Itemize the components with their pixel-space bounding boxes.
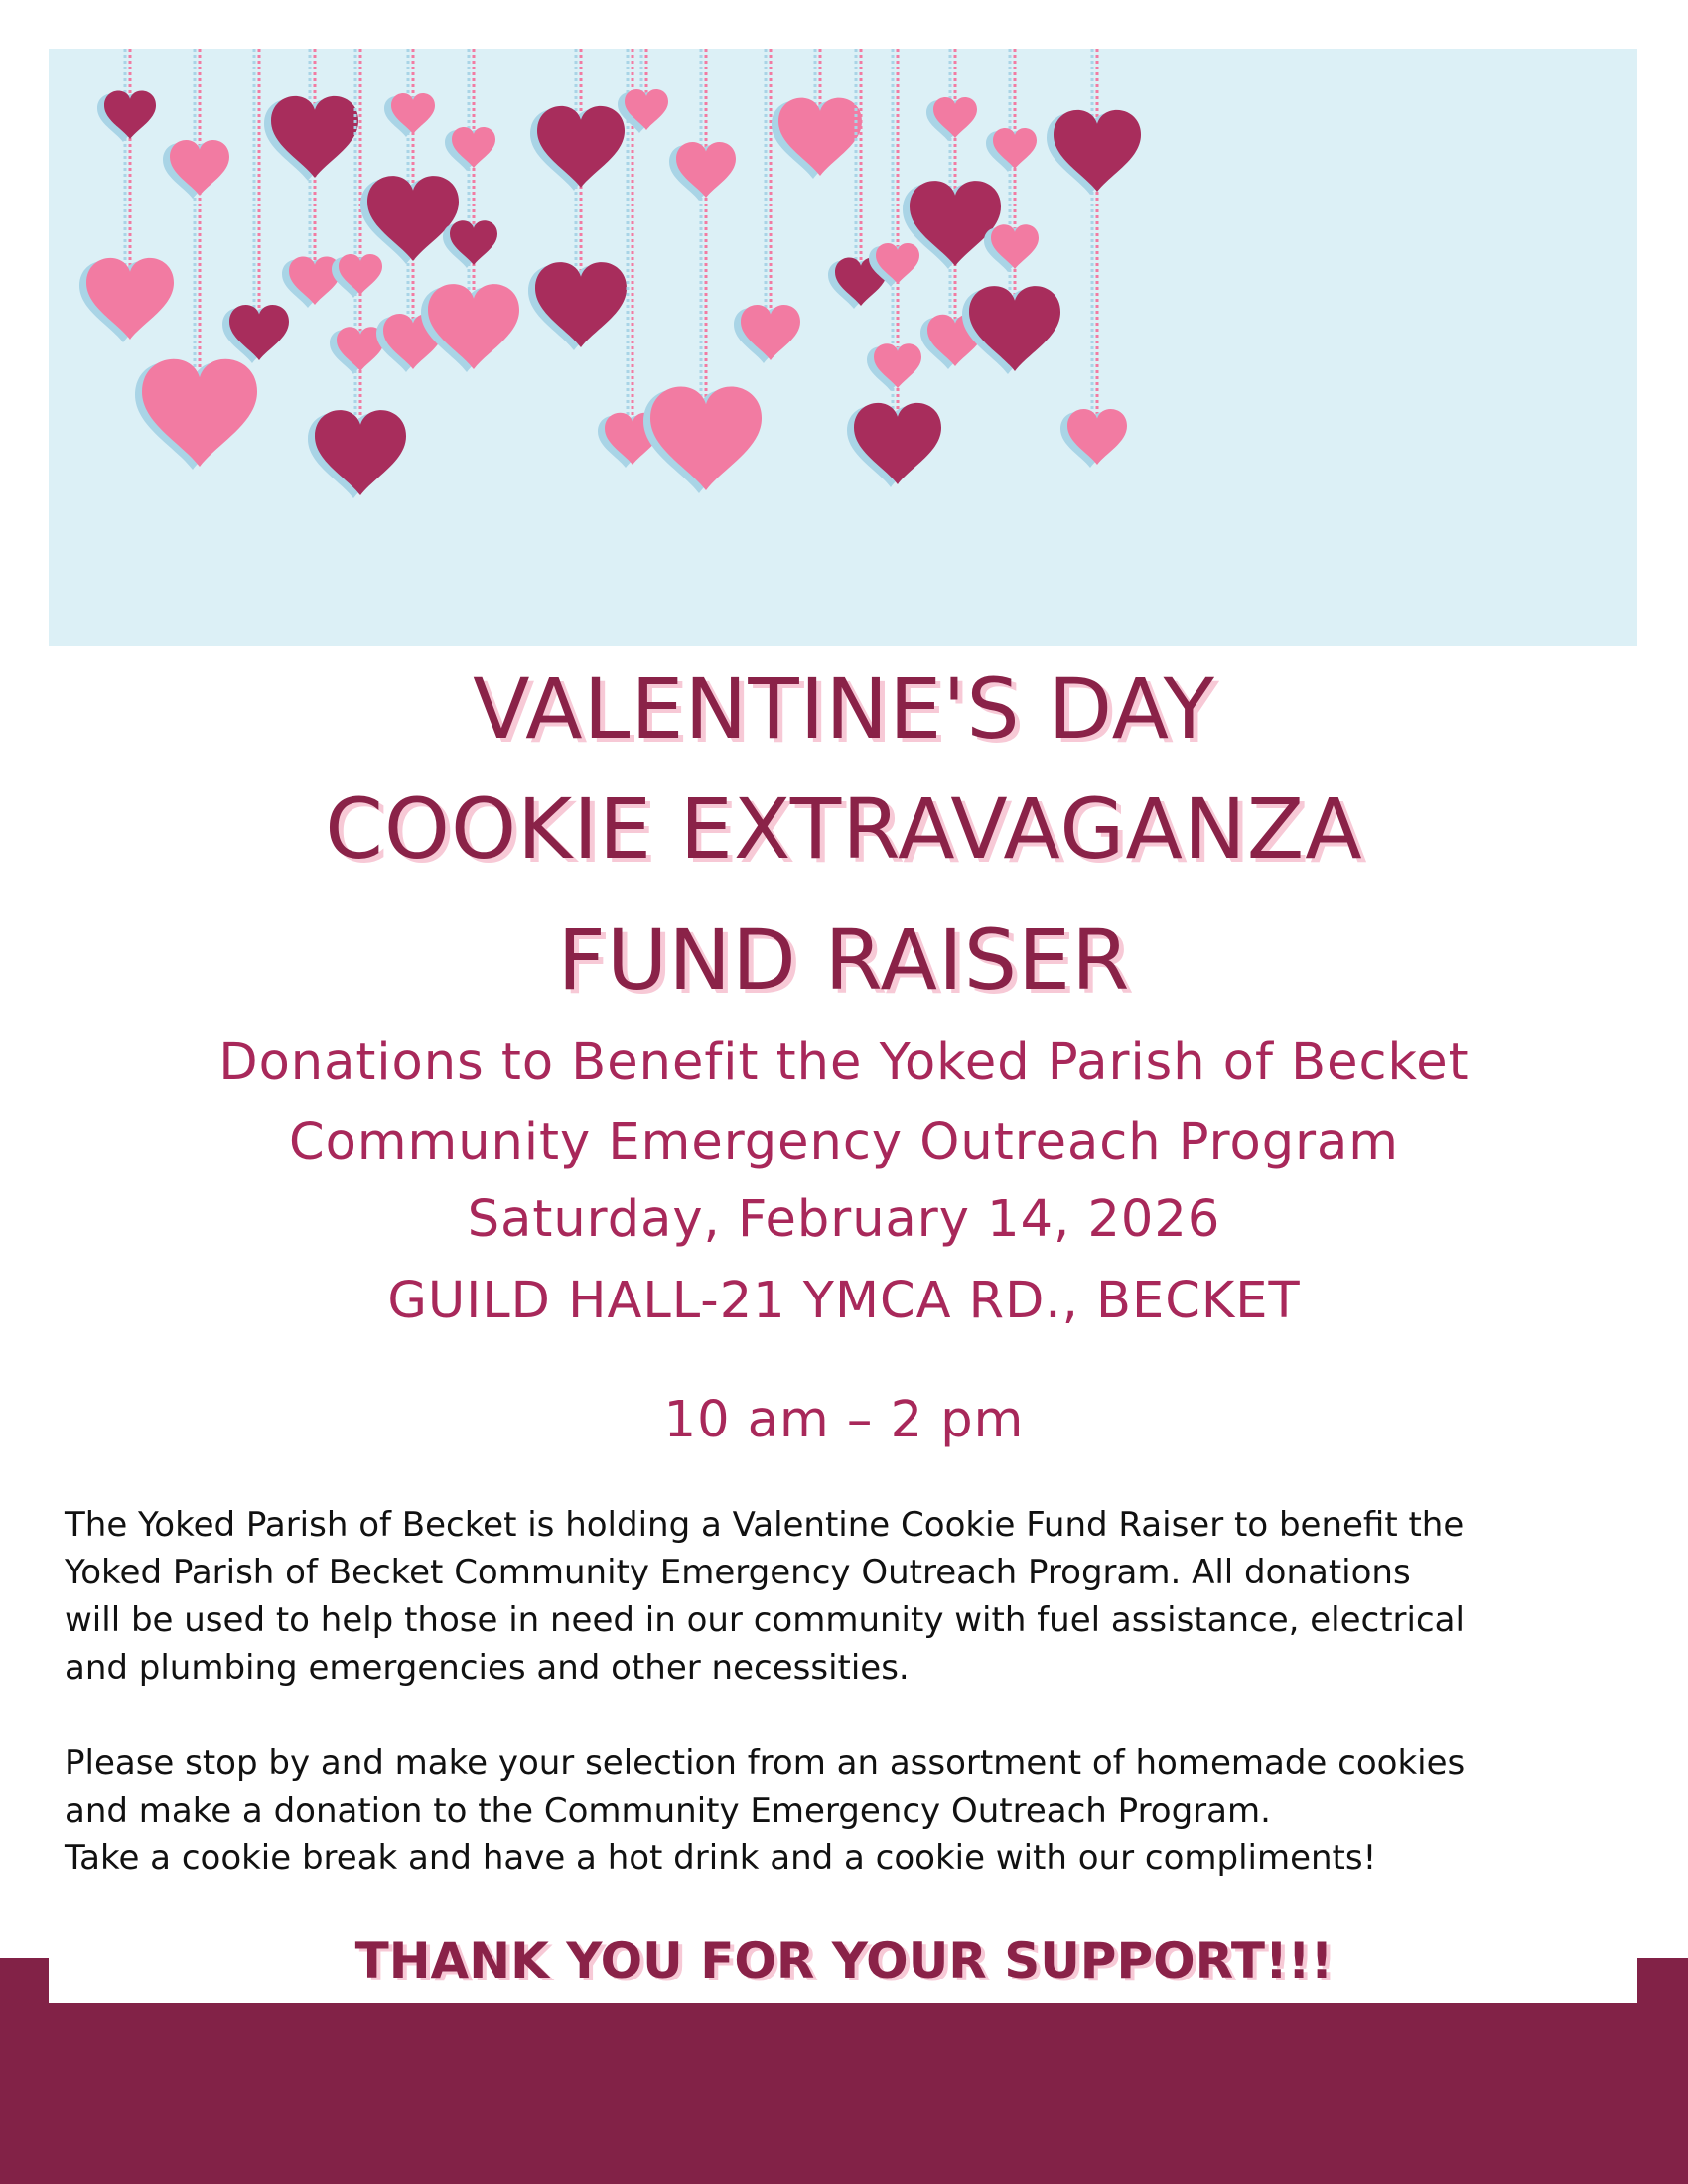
paragraph-1-line: Yoked Parish of Becket Community Emergency Outreach Program. All donations xyxy=(65,1553,1411,1592)
paragraph-2-line: Take a cookie break and have a hot drink and a cookie with our compliments! xyxy=(65,1839,1377,1878)
hanging-hearts-icon xyxy=(49,49,1637,646)
hanging-hearts-banner xyxy=(49,49,1637,646)
description-paragraph-2 xyxy=(65,1739,1633,1882)
paragraph-2-line: and make a donation to the Community Emergency Outreach Program. xyxy=(65,1791,1271,1831)
paragraph-2-line: Please stop by and make your selection from an assortment of homemade cookies xyxy=(65,1743,1466,1783)
title-line-2: COOKIE EXTRAVAGANZA xyxy=(325,780,1363,878)
title-line-3: FUND RAISER xyxy=(557,911,1131,1009)
event-date: Saturday, February 14, 2026 xyxy=(467,1190,1221,1249)
paragraph-1-line: will be used to help those in need in our community with fuel assistance, electrical xyxy=(65,1600,1465,1640)
subtitle-line-1: Donations to Benefit the Yoked Parish of Becket xyxy=(218,1033,1470,1092)
description-paragraph-1 xyxy=(65,1501,1633,1692)
paragraph-1-line: The Yoked Parish of Becket is holding a Valentine Cookie Fund Raiser to benefit the xyxy=(65,1505,1465,1545)
thank-you-message: THANK YOU FOR YOUR SUPPORT!!! xyxy=(354,1932,1334,1989)
paragraph-1-line: and plumbing emergencies and other necessities. xyxy=(65,1648,910,1688)
event-time: 10 am – 2 pm xyxy=(663,1391,1025,1449)
title-line-1: VALENTINE'S DAY xyxy=(473,660,1215,757)
event-location: GUILD HALL-21 YMCA RD., BECKET xyxy=(387,1272,1301,1330)
subtitle-line-2: Community Emergency Outreach Program xyxy=(289,1113,1399,1171)
